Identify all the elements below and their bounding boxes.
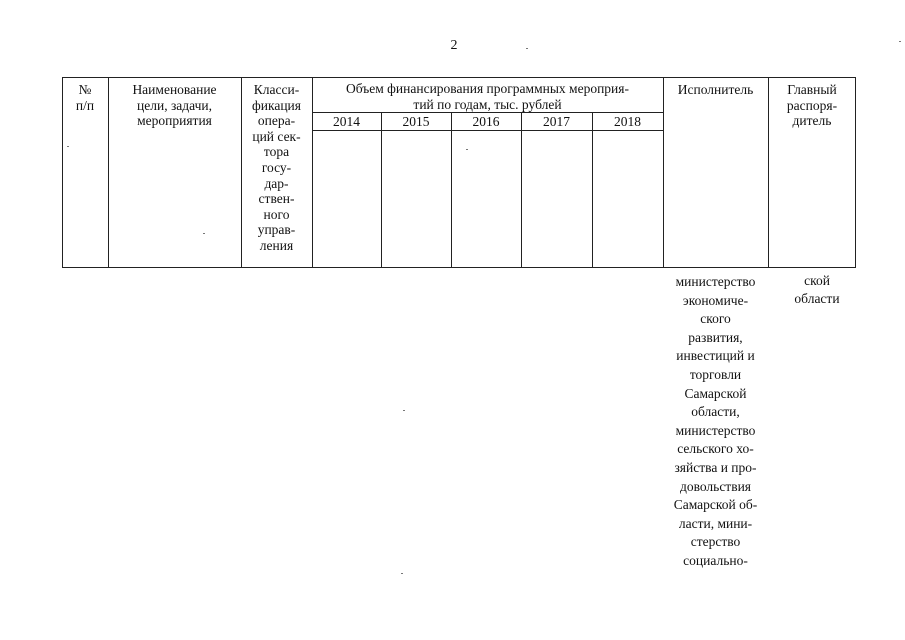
year-2018: 2018 [614,114,641,129]
column-divider [663,77,664,268]
scan-speck [67,146,69,147]
year-divider [451,112,452,268]
column-header-number: № п/п [75,82,95,113]
scan-speck [401,573,403,574]
year-2014: 2014 [333,114,360,129]
years-row-line [312,130,663,131]
scan-speck [203,233,205,234]
year-2016: 2016 [472,114,500,129]
year-2015: 2015 [402,114,430,129]
scan-speck [526,48,528,49]
executor-continuation-text: министерство экономиче- ского развития, инвестиций и торговли Самарской области, министерство сельского хо- зяйства и про- довольствия Самарской об- ласти, мини- стерство социально- [673,274,758,568]
scan-speck [466,149,468,150]
column-header-name: Наименование цели, задачи, мероприятия [132,82,217,129]
column-header-classification: Класси- фикация опера- ций сек- тора госу- дар- ствен- ного управ- ления [252,82,301,253]
year-2017: 2017 [543,114,570,129]
column-header-chief-administrator: Главный распоря- дитель [786,82,838,129]
scan-speck [899,41,901,42]
year-divider [592,112,593,268]
page-number: 2 [450,38,458,53]
column-header-executor: Исполнитель [677,82,754,97]
column-header-funding: Объем финансирования программных мероприя- тий по годам, тыс. рублей [346,81,629,112]
scan-speck [403,410,405,411]
year-divider [521,112,522,268]
year-divider [381,112,382,268]
chief-continuation-text: ской области [794,273,840,306]
